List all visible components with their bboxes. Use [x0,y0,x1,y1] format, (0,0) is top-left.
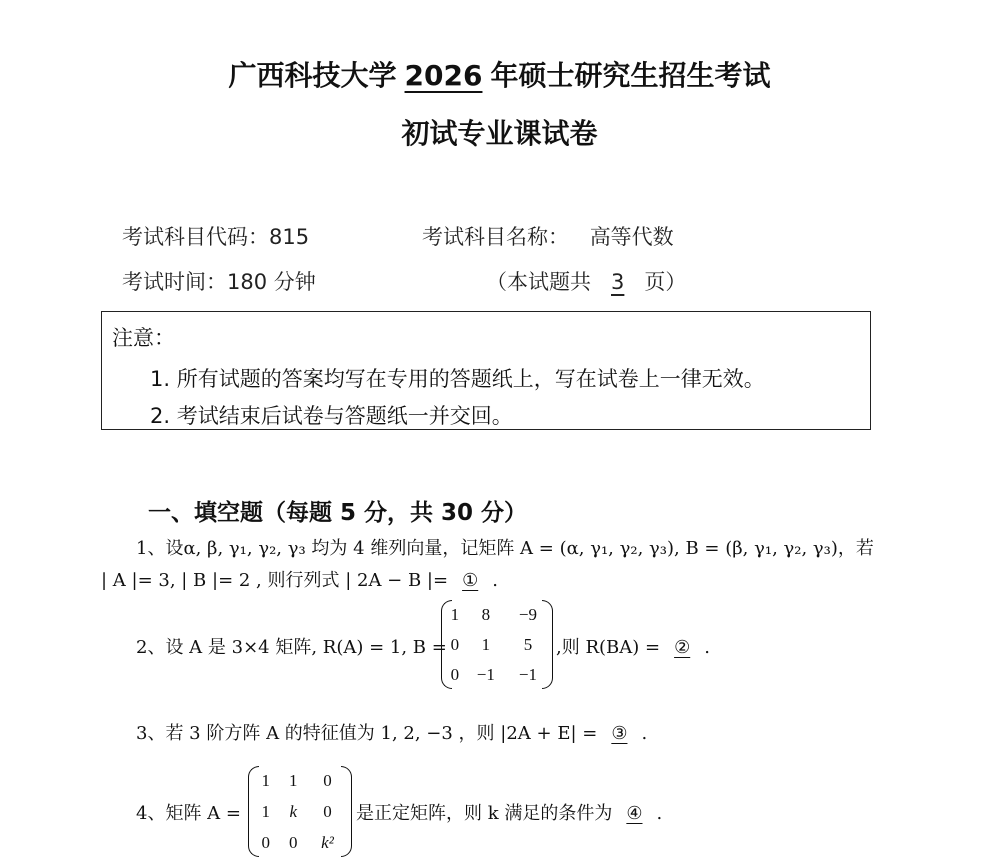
matrix-cell: 0 [450,635,460,654]
subject-name-label: 考试科目名称： [422,225,569,249]
period: . [492,570,498,591]
page-count-suffix: 页） [644,270,687,294]
title-prefix: 广西科技大学 [228,59,397,92]
matrix-b [441,600,553,690]
matrix-cell: −1 [476,665,495,684]
exam-title-line1 [0,54,999,94]
matrix-cell: 8 [481,605,491,624]
question-4-pre: 4、矩阵 A = [136,803,241,824]
question-2-pre: 2、设 A 是 3×4 矩阵, R(A) = 1, B = [136,637,447,658]
blank-1: ① [462,570,479,591]
page-count [486,266,686,296]
matrix-cell: k [289,801,298,821]
matrix-cell: −9 [518,605,537,624]
notice-box [101,311,871,430]
question-3-text: 3、若 3 阶方阵 A 的特征值为 1, 2, −3 ，则 |2A + E| = [136,723,598,744]
matrix-cell: 0 [323,801,332,821]
page-count-prefix: （本试题共 [486,270,591,294]
matrix-cell: 1 [450,605,460,624]
matrix-b-body [445,600,549,690]
question-4-post [356,799,662,825]
matrix-a [248,766,352,858]
matrix-cell: 1 [481,635,491,654]
question-2-post [556,633,710,659]
question-2-rank: ,则 R(BA) = [556,637,661,658]
matrix-cell: 5 [523,635,533,654]
period: . [656,803,663,824]
matrix-cell: 0 [323,771,332,791]
matrix-cell: 1 [261,801,270,821]
matrix-cell: 1 [289,771,298,791]
notice-title: 注意： [112,326,175,350]
notice-item-2: 2. 考试结束后试卷与答题纸一并交回。 [150,404,513,428]
question-1-line-2 [101,566,498,592]
exam-year: 2026 [404,59,483,92]
blank-4: ④ [626,803,643,824]
blank-3: ③ [611,723,628,744]
matrix-cell: −1 [518,665,537,684]
matrix-a-body [252,766,348,858]
subject-code: 考试科目代码：815 [122,225,310,249]
matrix-cell: 0 [450,665,460,684]
notice-item-1: 1. 所有试题的答案均写在专用的答题纸上，写在试卷上一律无效。 [150,367,765,391]
exam-time: 考试时间：180 分钟 [122,270,316,294]
question-4-text: 是正定矩阵，则 k 满足的条件为 [356,803,613,824]
page-count-number: 3 [611,270,625,294]
period: . [641,723,648,744]
period: . [704,637,710,658]
question-1-line-1: 1、设α, β, γ₁, γ₂, γ₃ 均为 4 维列向量，记矩阵 A = (α, γ₁, γ₂, γ₃), B = (β, γ₁, γ₂, γ₃)，若 [136,538,874,559]
subject-name-row [422,221,674,251]
question-1-expression: | A |= 3, | B |= 2 , 则行列式 | 2A − B |= [101,570,449,591]
matrix-cell: 0 [289,832,298,852]
section-heading: 一、填空题（每题 5 分，共 30 分） [148,500,528,526]
matrix-cell: 0 [261,832,270,852]
matrix-cell: 1 [261,771,270,791]
subject-name-value: 高等代数 [589,225,674,249]
matrix-cell: k² [321,832,334,852]
title-suffix: 年硕士研究生招生考试 [490,59,771,92]
exam-title-line2: 初试专业课试卷 [401,117,598,150]
blank-2: ② [674,637,691,658]
question-3 [136,719,647,745]
